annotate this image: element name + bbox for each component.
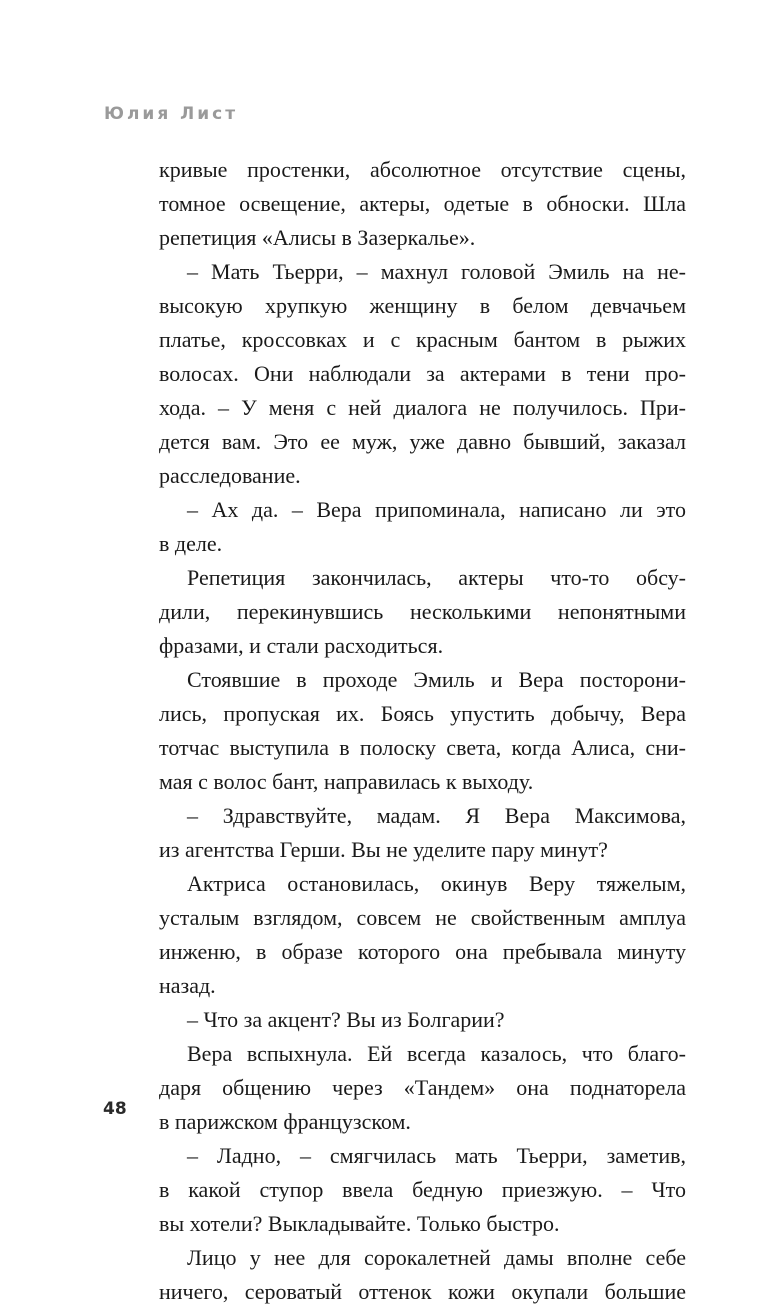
body-text <box>159 153 686 1309</box>
text-line: кривые простенки, абсолютное отсутствие сцены, <box>159 157 686 182</box>
text-line: усталым взглядом, совсем не свойственным амплуа <box>159 905 686 930</box>
text-line: назад. <box>159 973 216 998</box>
text-line: высокую хрупкую женщину в белом девчачьем <box>159 293 686 318</box>
running-head: Юлия Лист <box>104 104 239 124</box>
text-line: в какой ступор ввела бедную приезжую. – Что <box>159 1177 686 1202</box>
text-line: платье, кроссовках и с красным бантом в рыжих <box>159 327 686 352</box>
text-line: тотчас выступила в полоску света, когда Алиса, сни- <box>159 735 686 760</box>
text-line: – Мать Тьерри, – махнул головой Эмиль на не- <box>187 259 686 284</box>
text-line: фразами, и стали расходиться. <box>159 633 444 658</box>
text-line: из агентства Герши. Вы не уделите пару минут? <box>159 837 608 862</box>
text-line: расследование. <box>159 463 301 488</box>
text-line: – Ах да. – Вера припоминала, написано ли это <box>187 497 686 522</box>
text-line: волосах. Они наблюдали за актерами в тени про- <box>159 361 686 386</box>
text-line: в парижском французском. <box>159 1109 411 1134</box>
page-number: 48 <box>103 1099 127 1119</box>
text-line: Стоявшие в проходе Эмиль и Вера посторони- <box>187 667 686 692</box>
text-line: – Здравствуйте, мадам. Я Вера Максимова, <box>187 803 686 828</box>
text-line: Лицо у нее для сорокалетней дамы вполне себе <box>187 1245 686 1270</box>
text-line: инженю, в образе которого она пребывала минуту <box>159 939 686 964</box>
text-line: лись, пропуская их. Боясь упустить добычу, Вера <box>159 701 686 726</box>
text-line: вы хотели? Выкладывайте. Только быстро. <box>159 1211 560 1236</box>
text-line: дется вам. Это ее муж, уже давно бывший, заказал <box>159 429 686 454</box>
text-line: Актриса остановилась, окинув Веру тяжелым, <box>187 871 686 896</box>
text-line: – Что за акцент? Вы из Болгарии? <box>187 1007 505 1032</box>
text-line: – Ладно, – смягчилась мать Тьерри, заметив, <box>187 1143 686 1168</box>
text-line: мая с волос бант, направилась к выходу. <box>159 769 534 794</box>
text-line: Репетиция закончилась, актеры что-то обсу- <box>187 565 686 590</box>
text-line: томное освещение, актеры, одетые в обноски. Шла <box>159 191 686 216</box>
text-line: даря общению через «Тандем» она поднаторела <box>159 1075 686 1100</box>
text-line: в деле. <box>159 531 223 556</box>
text-line: дили, перекинувшись несколькими непонятными <box>159 599 686 624</box>
text-line: репетиция «Алисы в Зазеркалье». <box>159 225 476 250</box>
text-line: Вера вспыхнула. Ей всегда казалось, что благо- <box>187 1041 686 1066</box>
text-line: хода. – У меня с ней диалога не получилось. При- <box>159 395 686 420</box>
text-line: ничего, сероватый оттенок кожи окупали большие <box>159 1279 686 1304</box>
